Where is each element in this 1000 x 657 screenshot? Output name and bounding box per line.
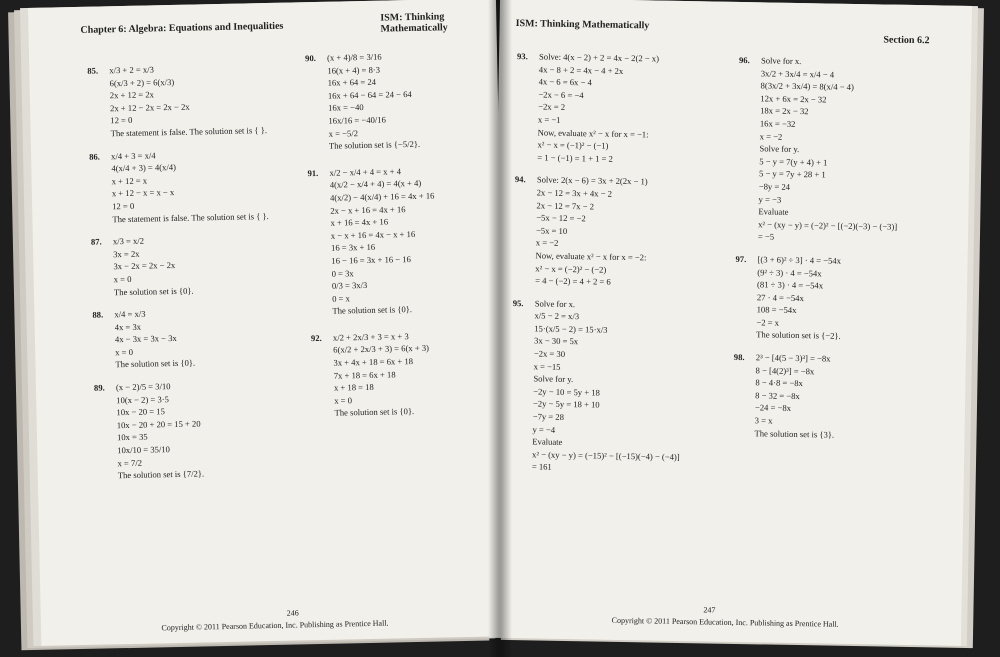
solution-lines: Solve for x. x/5 − 2 = x/3 15·(x/5 − 2) = 15·x/3 3x − 30 = 5x −2x = 30 x = −15 Solve for y. −2y − 10 = 5y + 18 −2y − 5y = 18 + 10 −7y = 28 y = −4 Evaluate x² − (xy − y) = (−15)² − [(−15)(−4) − (−4)] = 161 — [531, 298, 680, 473]
problem-92: 92. x/2 + 2x/3 + 3 = x + 3 6(x/2 + 2x/3 + 3) = 6(x + 3) 3x + 4x + 18 = 6x + 18 7x + 18 = 6x + 18 x + 18 = 18 x = 0 The solution set is {0}. — [310, 330, 430, 419]
problem-85: 85. x/3 + 2 = x/3 6(x/3 + 2) = 6(x/3) 2x + 12 = 2x 2x + 12 − 2x = 2x − 2x 12 = 0 The statement is false. The solution set is { }. — [87, 61, 289, 141]
solution-lines: Solve for x. 3x/2 + 3x/4 = x/4 − 4 8(3x/2 + 3x/4) = 8(x/4 − 4) 12x + 6x = 2x − 32 18x = 2x − 32 16x = −32 x = −2 Solve for y. 5 − y = 7(y + 4) + 1 5 − y = 7y + 28 + 1 −8y = 24 y = −3 Evaluate x² − (xy − y) = (−2)² − [(−2)(−3) − (−3)] = −5 — [757, 55, 898, 242]
problem-98: 98. 2³ − [4(5 − 3)³] = −8x 8 − [4(2)³] = −8x 8 − 4·8 = −8x 8 − 32 = −8x −24 = −8x 3 = x The solution set is {3}. — [733, 351, 835, 440]
problem-97: 97. [(3 + 6)² ÷ 3] · 4 = −54x (9² ÷ 3) · 4 = −54x (81 ÷ 3) · 4 = −54x 27 · 4 = −54x 108 = −54x −2 = x The solution set is {−2}. — [735, 253, 842, 342]
left-column-2 — [305, 48, 493, 430]
copyright-footer: Copyright © 2011 Pearson Education, Inc. Publishing as Prentice Hall. — [611, 615, 839, 629]
solution-lines: 2³ − [4(5 − 3)³] = −8x 8 − [4(2)³] = −8x 8 − 4·8 = −8x 8 − 32 = −8x −24 = −8x 3 = x The solution set is {3}. — [754, 352, 835, 440]
book-title-header: ISM: Thinking Mathematically — [515, 18, 650, 32]
problem-90: 90. (x + 4)/8 = 3/16 16(x + 4) = 8·3 16x + 64 = 24 16x + 64 − 64 = 24 − 64 16x = −40 16x/16 = −40/16 x = −5/2 The solution set is {−5/2}. — [305, 51, 421, 151]
left-column-1 — [87, 61, 296, 493]
problem-94: 94. Solve: 2(x − 6) = 3x + 2(2x − 1) 2x − 12 = 3x + 4x − 2 2x − 12 = 7x − 2 −5x − 12 = −2 −5x = 10 x = −2 Now, evaluate x² − x for x = −2: x² − x = (−2)² − (−2) = 4 − (−2) = 4 + 2 = 6 — [513, 173, 730, 290]
problem-95: 95. Solve for x. x/5 − 2 = x/3 15·(x/5 − 2) = 15·x/3 3x − 30 = 5x −2x = 30 x = −15 Solve for y. −2y − 10 = 5y + 18 −2y − 5y = 18 + 10 −7y = 28 y = −4 Evaluate x² − (xy − y) = (−15)² − [(−15)(−4) − (−4)] = 161 — [510, 297, 728, 477]
solution-lines: x/3 + 2 = x/3 6(x/3 + 2) = 6(x/3) 2x + 12 = 2x 2x + 12 − 2x = 2x − 2x 12 = 0 The statement is false. The solution set is { }. — [109, 64, 268, 139]
solution-lines: Solve: 2(x − 6) = 3x + 2(2x − 1) 2x − 12 = 3x + 4x − 2 2x − 12 = 7x − 2 −5x − 12 = −2 −5x = 10 x = −2 Now, evaluate x² − x for x = −2: x² − x = (−2)² − (−2) = 4 − (−2) = 4 + 2 = 6 — [535, 174, 648, 287]
page-number: 247 — [703, 605, 716, 615]
solution-lines: x/2 − x/4 + 4 = x + 4 4(x/2 − x/4 + 4) = 4(x + 4) 4(x/2) − 4(x/4) + 16 = 4x + 16 2x − x + 16 = 4x + 16 x + 16 = 4x + 16 x − x + 16 = 4x − x + 16 16 = 3x + 16 16 − 16 = 3x + 16 − 16 0 = 3x 0/3 = 3x/3 0 = x The solution set is {0}. — [329, 165, 435, 316]
book-gutter — [488, 0, 512, 657]
solution-lines: x/2 + 2x/3 + 3 = x + 3 6(x/2 + 2x/3 + 3) = 6(x + 3) 3x + 4x + 18 = 6x + 18 7x + 18 = 6x + 18 x + 18 = 18 x = 0 The solution set is {0}. — [332, 330, 430, 419]
problem-88: 88. x/4 = x/3 4x = 3x 4x − 3x = 3x − 3x x = 0 The solution set is {0}. — [92, 305, 293, 372]
copyright-footer: Copyright © 2011 Pearson Education, Inc. Publishing as Prentice Hall. — [161, 618, 389, 633]
solution-lines: x/3 = x/2 3x = 2x 3x − 2x = 2x − 2x x = 0 The solution set is {0}. — [112, 235, 194, 297]
problem-91: 91. x/2 − x/4 + 4 = x + 4 4(x/2 − x/4 + 4) = 4(x + 4) 4(x/2) − 4(x/4) + 16 = 4x + 16 2x − x + 16 = 4x + 16 x + 16 = 4x + 16 x − x + 16 = 4x − x + 16 16 = 3x + 16 16 − 16 = 3x + 16 − 16 0 = 3x 0/3 = 3x/3 0 = x The solution set is {0}. — [307, 163, 490, 318]
problem-93: 93. Solve: 4(x − 2) + 2 = 4x − 2(2 − x) 4x − 8 + 2 = 4x − 4 + 2x 4x − 6 = 6x − 4 −2x − 6 = −4 −2x = 2 x = −1 Now, evaluate x² − x for x = −1: x² − x = (−1)² − (−1) = 1 − (−1) = 1 + 1 = 2 — [515, 50, 732, 167]
chapter-header: Chapter 6: Algebra: Equations and Inequalities — [80, 20, 284, 36]
right-column-2 — [732, 54, 964, 453]
problem-89: 89. (x − 2)/5 = 3/10 10(x − 2) = 3·5 10x − 20 = 15 10x − 20 + 20 = 15 + 20 10x = 35 10x/10 = 35/10 x = 7/2 The solution set is {7/2}. — [93, 381, 205, 481]
right-column-1 — [510, 50, 733, 487]
solution-lines: (x − 2)/5 = 3/10 10(x − 2) = 3·5 10x − 20 = 15 10x − 20 + 20 = 15 + 20 10x = 35 10x/10 = 35/10 x = 7/2 The solution set is {7/2}. — [115, 381, 205, 481]
solution-lines: x/4 + 3 = x/4 4(x/4 + 3) = 4(x/4) x + 12 = x x + 12 − x = x − x 12 = 0 The statement is false. The solution set is { }. — [111, 149, 269, 224]
book-title-header: ISM: Thinking Mathematically — [380, 11, 448, 35]
solution-lines: x/4 = x/3 4x = 3x 4x − 3x = 3x − 3x x = 0 The solution set is {0}. — [114, 308, 196, 370]
problem-96: 96. Solve for x. 3x/2 + 3x/4 = x/4 − 4 8(3x/2 + 3x/4) = 8(x/4 − 4) 12x + 6x = 2x − 32 18x = 2x − 32 16x = −32 x = −2 Solve for y. 5 − y = 7(y + 4) + 1 5 − y = 7y + 28 + 1 −8y = 24 y = −3 Evaluate x² − (xy − y) = (−2)² − [(−2)(−3) − (−3)] = −5 — [736, 54, 964, 247]
solution-lines: (x + 4)/8 = 3/16 16(x + 4) = 8·3 16x + 64 = 24 16x + 64 − 64 = 24 − 64 16x = −40 16x/16 = −40/16 x = −5/2 The solution set is {−5/2}. — [327, 51, 421, 151]
page-number: 246 — [286, 608, 299, 618]
solution-lines: [(3 + 6)² ÷ 3] · 4 = −54x (9² ÷ 3) · 4 = −54x (81 ÷ 3) · 4 = −54x 27 · 4 = −54x 108 = −54x −2 = x The solution set is {−2}. — [756, 254, 842, 342]
section-header: Section 6.2 — [883, 34, 930, 47]
solution-lines: Solve: 4(x − 2) + 2 = 4x − 2(2 − x) 4x − 8 + 2 = 4x − 4 + 2x 4x − 6 = 6x − 4 −2x − 6 = −4 −2x = 2 x = −1 Now, evaluate x² − x for x = −1: x² − x = (−1)² − (−1) = 1 − (−1) = 1 + 1 = 2 — [537, 51, 660, 164]
right-page — [489, 0, 972, 646]
left-page — [28, 0, 509, 646]
problem-86: 86. x/4 + 3 = x/4 4(x/4 + 3) = 4(x/4) x + 12 = x x + 12 − x = x − x 12 = 0 The statement is false. The solution set is { }. — [89, 146, 291, 226]
problem-87: 87. x/3 = x/2 3x = 2x 3x − 2x = 2x − 2x x = 0 The solution set is {0}. — [91, 232, 292, 299]
